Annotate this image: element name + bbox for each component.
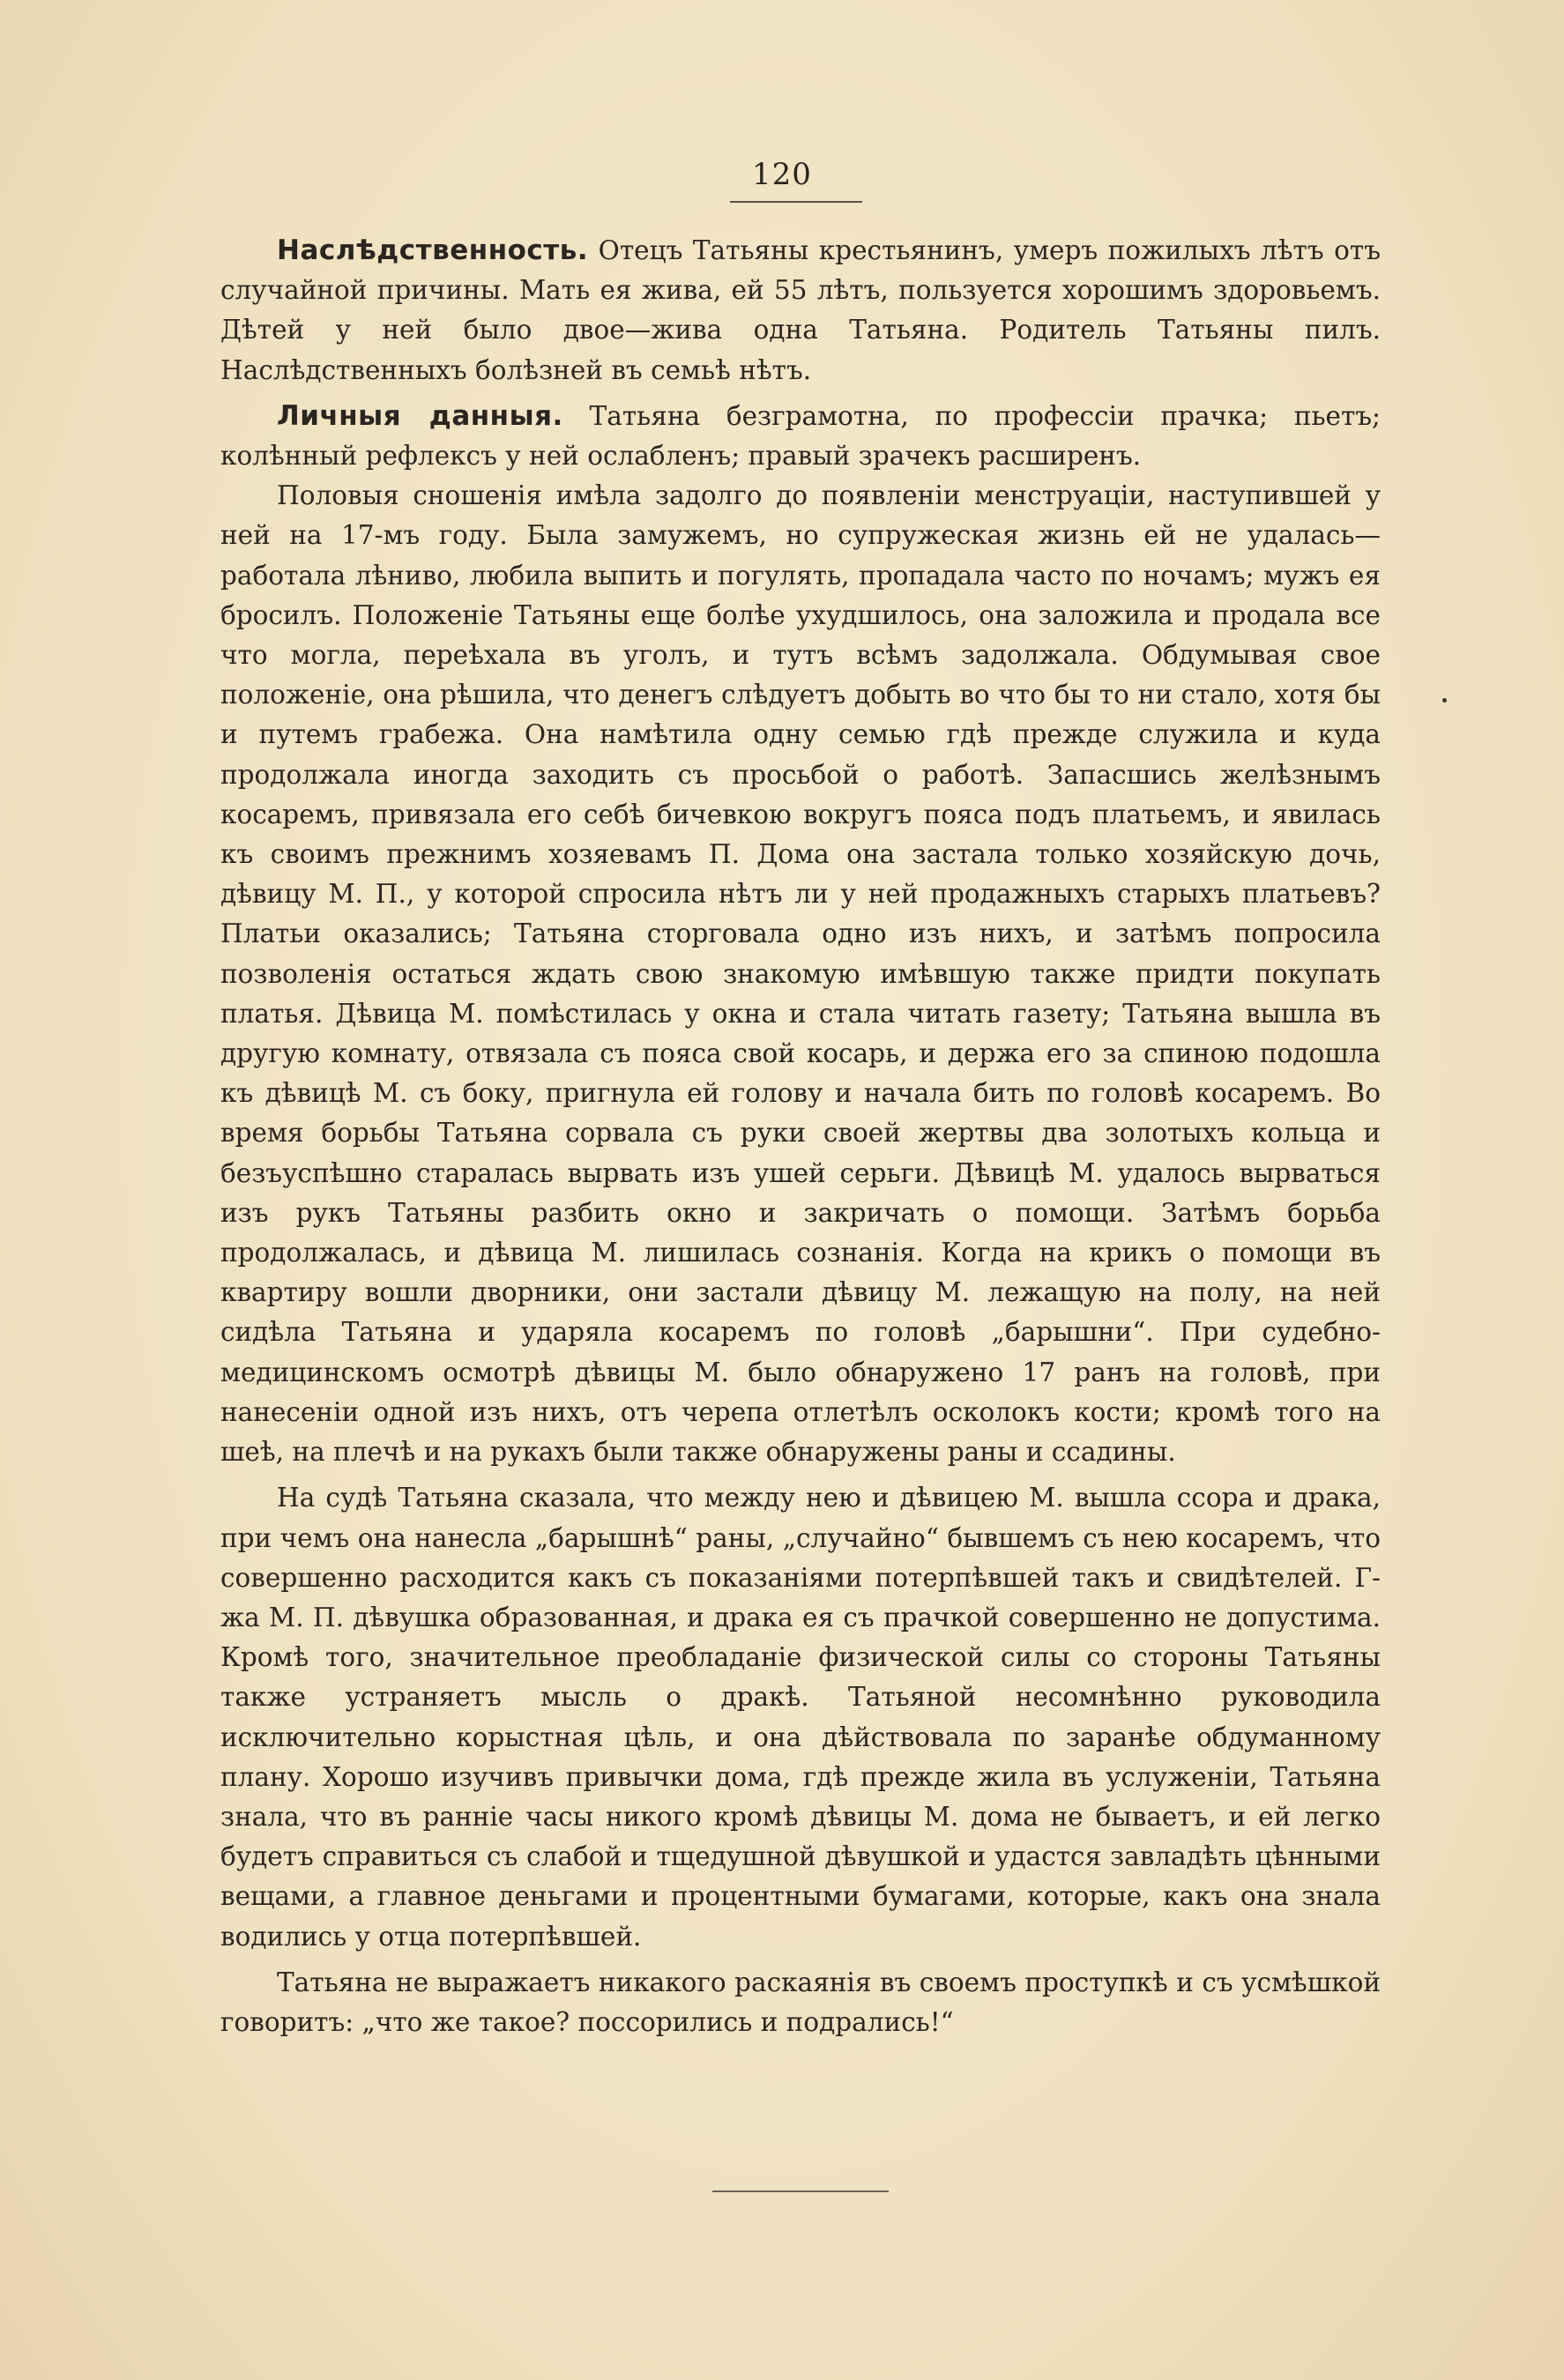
paragraph-conclusion: [220, 1963, 1381, 2042]
paragraph-case-history: [220, 476, 1381, 1472]
heading-heredity: Наслѣдственность.: [277, 234, 589, 266]
body-text: [220, 231, 1381, 2049]
paragraph-court: [220, 1478, 1381, 1956]
heading-personal-data: Личныя данныя.: [277, 399, 563, 432]
paragraph-personal-data-text: Татьяна безграмотна, по профессiи прачка; пьетъ; колѣнный рефлексъ у ней ослабленъ; правый зрачекъ расширенъ.: [220, 400, 1381, 472]
page-number: 120: [752, 157, 812, 192]
header-rule: [730, 201, 862, 203]
page-header: [0, 157, 1564, 192]
paragraph-heredity: [220, 231, 1381, 390]
paragraph-court-text: На судѣ Татьяна сказала, что между нею и дѣвицею М. вышла ссора и драка, при чемъ она нанесла „барышнѣ“ раны, „случайно“ бывшемъ съ нею косаремъ, что совершенно расходится какъ съ показанiями потерпѣвшей такъ и свидѣтелей. Г-жа М. П. дѣвушка образованная, и драка ея съ прачкой совершенно не допустима. Кромѣ того, значительное преобладанiе физической силы со стороны Татьяны также устраняетъ мысль о дракѣ. Татьяной несомнѣнно руководила исключительно корыстная цѣль, и она дѣйствовала по заранѣе обдуманному плану. Хорошо изучивъ привычки дома, гдѣ прежде жила въ услуженiи, Татьяна знала, что въ раннiе часы никого кромѣ дѣвицы М. дома не бываетъ, и ей легко будетъ справиться съ слабой и тщедушной дѣвушкой и удастся завладѣть цѣнными вещами, а главное деньгами и процентными бумагами, которые, какъ она знала водились у отца потерпѣвшей.: [220, 1483, 1381, 1952]
paragraph-heredity-text: Отецъ Татьяны крестьянинъ, умеръ пожилыхъ лѣтъ отъ случайной причины. Мать ея жива, ей 55 лѣтъ, пользуется хорошимъ здоровьемъ. Дѣтей у ней было двое—жива одна Татьяна. Родитель Татьяны пилъ. Наслѣдственныхъ болѣзней въ семьѣ нѣтъ.: [220, 235, 1381, 385]
paper-speck: [1442, 698, 1447, 703]
paragraph-conclusion-text: Татьяна не выражаетъ никакого раскаянiя въ своемъ проступкѣ и съ усмѣшкой говоритъ: „что же такое? поссорились и подрались!“: [220, 1967, 1381, 2037]
end-rule: [712, 2190, 889, 2192]
paragraph-case-history-text: Половыя сношенiя имѣла задолго до появленiи менструацiи, наступившей у ней на 17-мъ году. Была замужемъ, но супружеская жизнь ей не удалась—работала лѣниво, любила выпить и погулять, пропадала часто по ночамъ; мужъ ея бросилъ. Положенiе Татьяны еще болѣе ухудшилось, она заложила и продала все что могла, переѣхала въ уголъ, и тутъ всѣмъ задолжала. Обдумывая свое положенiе, она рѣшила, что денегъ слѣдуетъ добыть во что бы то ни стало, хотя бы и путемъ грабежа. Она намѣтила одну семью гдѣ прежде служила и куда продолжала иногда заходить съ просьбой о работѣ. Запасшись желѣзнымъ косаремъ, привязала его себѣ бичевкою вокругъ пояса подъ платьемъ, и явилась къ своимъ прежнимъ хозяевамъ П. Дома она застала только хозяйскую дочь, дѣвицу М. П., у которой спросила нѣтъ ли у ней продажныхъ старыхъ платьевъ? Платьи оказались; Татьяна сторговала одно изъ нихъ, и затѣмъ попросила позволенiя остаться ждать свою знакомую имѣвшую также придти покупать платья. Дѣвица М. помѣстилась у окна и стала читать газету; Татьяна вышла въ другую комнату, отвязала съ пояса свой косарь, и держа его за спиною подошла къ дѣвицѣ М. съ боку, пригнула ей голову и начала бить по головѣ косаремъ. Во время борьбы Татьяна сорвала съ руки своей жертвы два золотыхъ кольца и безъуспѣшно старалась вырвать изъ ушей серьги. Дѣвицѣ М. удалось вырваться изъ рукъ Татьяны разбить окно и закричать о помощи. Затѣмъ борьба продолжалась, и дѣвица М. лишилась сознанiя. Когда на крикъ о помощи въ квартиру вошли дворники, они застали дѣвицу М. лежащую на полу, на ней сидѣла Татьяна и ударяла косаремъ по головѣ „барышни“. При судебно-медицинскомъ осмотрѣ дѣвицы М. было обнаружено 17 ранъ на головѣ, при нанесенiи одной изъ нихъ, отъ черепа отлетѣлъ осколокъ кости; кромѣ того на шеѣ, на плечѣ и на рукахъ были также обнаружены раны и ссадины.: [220, 480, 1381, 1468]
paragraph-personal-data: [220, 397, 1381, 476]
